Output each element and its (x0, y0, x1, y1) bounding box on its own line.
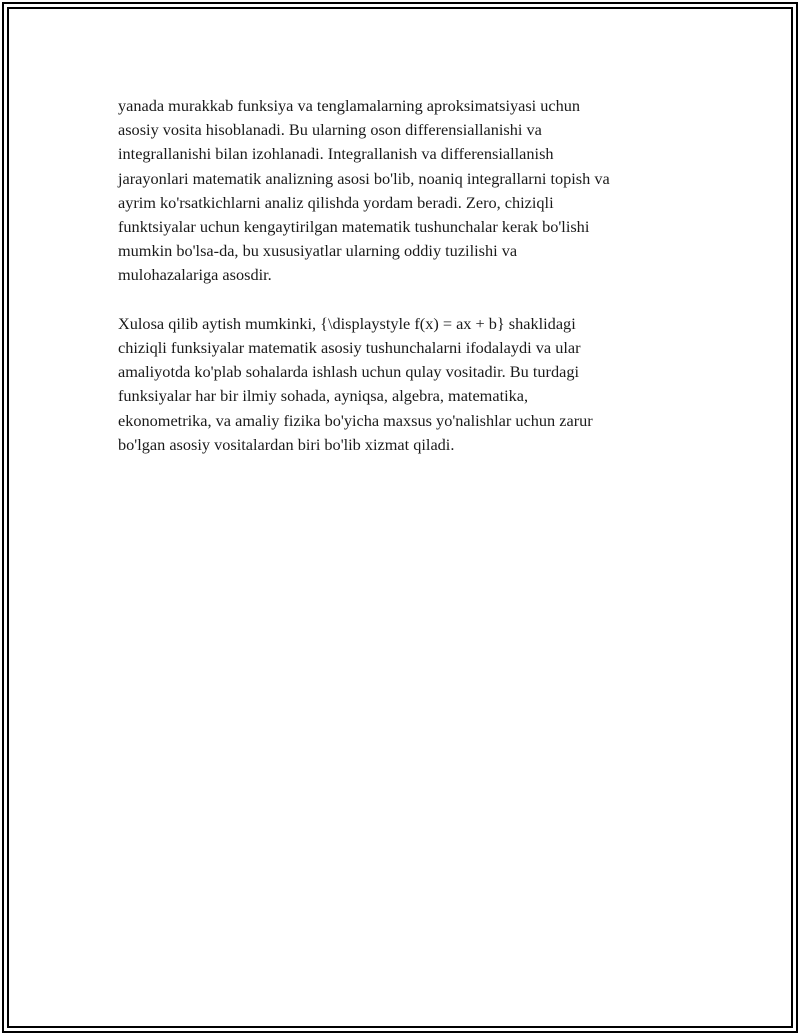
text-line: amaliyotda ko'plab sohalarda ishlash uchun qulay vositadir. Bu turdagi (118, 362, 579, 382)
paragraph-1 (118, 94, 688, 288)
text-line: yanada murakkab funksiya va tenglamalarning aproksimatsiyasi uchun (118, 96, 581, 115)
text-line: integrallanishi bilan izohlanadi. Integrallanish va differensiallanish (118, 144, 554, 164)
text-line: mumkin bo'lsa-da, bu xususiyatlar ularning oddiy tuzilishi va (118, 241, 518, 261)
text-line: jarayonlari matematik analizning asosi bo'lib, noaniq integrallarni topish va (118, 168, 610, 188)
text-line: chiziqli funksiyalar matematik asosiy tushunchalarni ifodalaydi va ular (118, 338, 581, 358)
text-line: asosiy vosita hisoblanadi. Bu ularning oson differensiallanishi va (118, 120, 542, 140)
text-line: bo'lgan asosiy vositalardan biri bo'lib xizmat qiladi. (118, 434, 455, 454)
text-line: mulohazalariga asosdir. (118, 265, 272, 285)
text-line: ekonometrika, va amaliy fizika bo'yicha maxsus yo'nalishlar uchun zarur (118, 410, 593, 430)
text-line: funksiyalar har bir ilmiy sohada, ayniqsa, algebra, matematika, (118, 386, 529, 406)
paragraph-2 (118, 312, 688, 457)
text-line: funktsiyalar uchun kengaytirilgan matematik tushunchalar kerak bo'lishi (118, 217, 590, 237)
document-body (118, 94, 688, 457)
text-line: ayrim ko'rsatkichlarni analiz qilishda yordam beradi. Zero, chiziqli (118, 192, 554, 212)
text-line: Xulosa qilib aytish mumkinki, {\displaystyle f(x) = ax + b} shaklidagi (118, 313, 576, 333)
